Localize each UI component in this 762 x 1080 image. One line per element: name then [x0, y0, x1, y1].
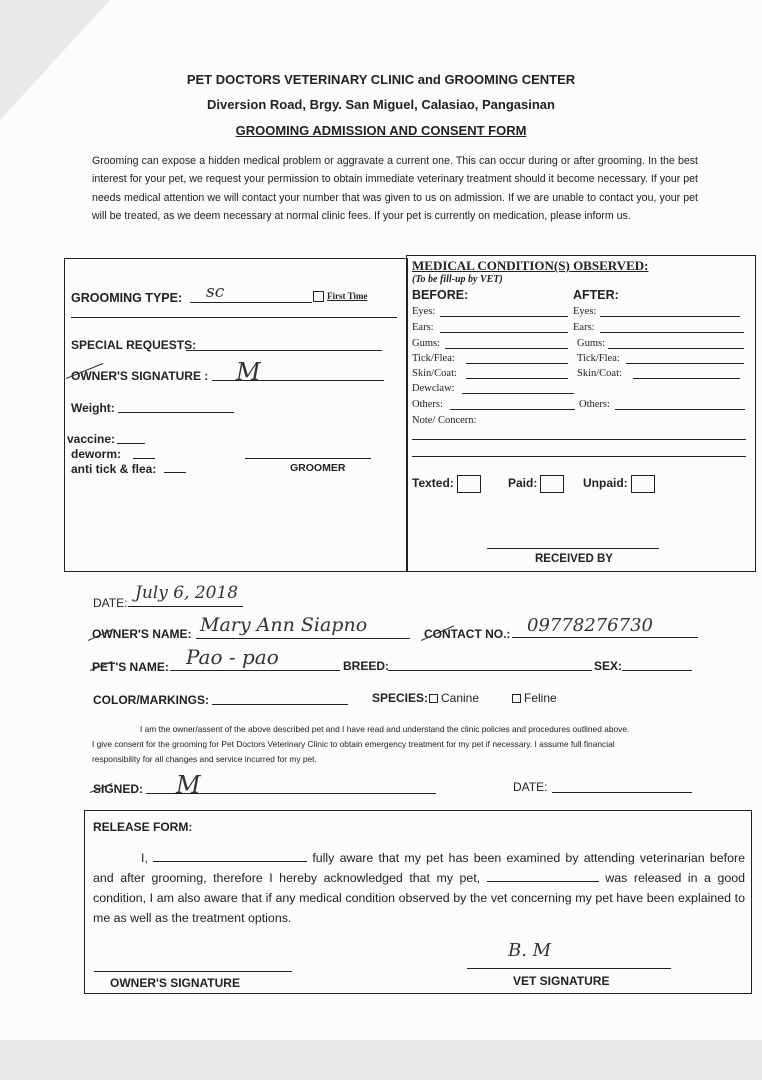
- received-by-line[interactable]: [487, 548, 659, 549]
- before-skin-line[interactable]: [466, 378, 568, 379]
- date-label: DATE:: [93, 596, 128, 610]
- date-line[interactable]: [128, 606, 243, 607]
- weight-line[interactable]: [118, 412, 234, 413]
- vaccine-label: vaccine:: [67, 432, 116, 446]
- received-by-label: RECEIVED BY: [535, 553, 613, 565]
- unpaid-checkbox[interactable]: [631, 475, 655, 493]
- after-tick-line[interactable]: [626, 363, 744, 364]
- owner-name-value: Mary Ann Siapno: [200, 614, 368, 636]
- species-label: SPECIES:: [372, 691, 429, 705]
- intro-paragraph: Grooming can expose a hidden medical problem or aggravate a current one. This can occur during or after grooming. In the best interest for your pet, we request your permission to obtain immediate veterinary treatment should it become necessary. If your pet needs medical attention we will contact your number that was given to us on admission. If we are unable to contact you, your pet will be treated, as we deem necessary at normal clinic fees. If your pet is currently on medication, please inform us.: [92, 155, 698, 222]
- after-others: Others:: [579, 399, 610, 410]
- before-others: Others:: [412, 399, 443, 410]
- before-tick-line[interactable]: [466, 363, 568, 364]
- grooming-type-value: sc: [206, 282, 225, 302]
- consent-line-2: I give consent for the grooming for Pet Doctors Veterinary Clinic to obtain emergency treatment for my pet if necessary. I assume full financial: [92, 739, 615, 749]
- special-requests-line[interactable]: [186, 350, 382, 351]
- admission-panel: [64, 258, 408, 572]
- release-owner-signature-label: OWNER'S SIGNATURE: [110, 976, 240, 990]
- before-ears: Ears:: [412, 322, 434, 333]
- deworm-label: deworm:: [71, 447, 122, 461]
- after-skin: Skin/Coat:: [577, 368, 622, 379]
- before-eyes-line[interactable]: [440, 316, 568, 317]
- pet-name-label: PET'S NAME:: [92, 660, 169, 674]
- signed-mark: M: [176, 771, 201, 799]
- before-label: BEFORE:: [412, 288, 469, 302]
- first-time-option[interactable]: [313, 291, 367, 302]
- before-eyes: Eyes:: [412, 306, 436, 317]
- deworm-line[interactable]: [133, 458, 155, 459]
- contact-value: 09778276730: [527, 615, 653, 636]
- after-eyes-line[interactable]: [600, 316, 740, 317]
- clinic-address: Diversion Road, Brgy. San Miguel, Calasiao, Pangasinan: [207, 97, 555, 112]
- medical-title: MEDICAL CONDITION(S) OBSERVED:: [412, 258, 649, 273]
- owner-name-line[interactable]: [196, 638, 410, 639]
- paid-label: Paid:: [508, 476, 538, 491]
- before-dewclaw-line[interactable]: [462, 393, 574, 394]
- before-tick: Tick/Flea:: [412, 353, 455, 364]
- pet-name-line[interactable]: [170, 670, 340, 671]
- owner-name-label: OWNER'S NAME:: [92, 627, 192, 641]
- special-requests-label: SPECIAL REQUESTS:: [71, 338, 197, 352]
- canine-checkbox[interactable]: [429, 694, 438, 703]
- vet-signature-line[interactable]: [467, 968, 671, 969]
- paid-option[interactable]: [508, 475, 564, 493]
- consent-date-line[interactable]: [552, 792, 692, 793]
- canine-label: Canine: [441, 691, 480, 705]
- feline-checkbox[interactable]: [512, 694, 521, 703]
- release-text-part3: was released in a good condition, I am also aware that if any medical condition observed by the vet concerning my pet have been explained to me as well as the treatment options.: [93, 871, 746, 925]
- grooming-extra-line[interactable]: [71, 317, 397, 318]
- consent-date-label: DATE:: [513, 780, 548, 794]
- unpaid-option[interactable]: [583, 475, 655, 493]
- anti-tick-line[interactable]: [164, 472, 186, 473]
- after-skin-line[interactable]: [633, 378, 740, 379]
- after-ears-line[interactable]: [600, 332, 744, 333]
- before-ears-line[interactable]: [440, 332, 568, 333]
- note-line-2[interactable]: [412, 456, 746, 457]
- species-canine-option[interactable]: [429, 691, 479, 705]
- grooming-type-label: GROOMING TYPE:: [71, 291, 183, 305]
- groomer-signature-line[interactable]: [245, 458, 371, 459]
- date-value: July 6, 2018: [135, 583, 239, 603]
- color-markings-label: COLOR/MARKINGS:: [93, 693, 209, 707]
- note-concern: Note/ Concern:: [412, 415, 477, 426]
- pet-name-value: Pao - pao: [186, 645, 279, 669]
- before-dewclaw: Dewclaw:: [412, 383, 455, 394]
- release-owner-signature-line[interactable]: [94, 971, 292, 972]
- before-skin: Skin/Coat:: [412, 368, 457, 379]
- after-eyes: Eyes:: [573, 306, 597, 317]
- medical-panel: [406, 255, 756, 572]
- texted-checkbox[interactable]: [457, 475, 481, 493]
- clinic-name: PET DOCTORS VETERINARY CLINIC and GROOMING CENTER: [186, 72, 576, 87]
- release-owner-name-line[interactable]: [153, 849, 307, 862]
- breed-label: BREED:: [343, 659, 390, 673]
- note-line-1[interactable]: [412, 439, 746, 440]
- contact-label: CONTACT NO.:: [424, 627, 511, 641]
- unpaid-label: Unpaid:: [583, 476, 628, 491]
- before-gums-line[interactable]: [445, 348, 568, 349]
- paid-checkbox[interactable]: [540, 475, 564, 493]
- consent-line-1: I am the owner/assent of the above described pet and I have read and understand the clinic policies and procedures outlined above.: [140, 724, 630, 734]
- first-time-label: First Time: [327, 291, 368, 301]
- release-text-part1: I,: [141, 851, 148, 865]
- vaccine-line[interactable]: [117, 443, 145, 444]
- signed-label: SIGNED:: [93, 782, 144, 796]
- sex-label: SEX:: [594, 659, 623, 673]
- after-label: AFTER:: [573, 288, 619, 302]
- texted-label: Texted:: [412, 476, 454, 491]
- groomer-label: GROOMER: [290, 462, 346, 474]
- owner-signature-label: OWNER'S SIGNATURE :: [71, 369, 209, 383]
- first-time-checkbox[interactable]: [313, 291, 324, 302]
- vet-signature-mark: B. M: [508, 940, 552, 961]
- grooming-type-line[interactable]: [190, 302, 312, 303]
- before-gums: Gums:: [412, 338, 441, 349]
- owner-signature-mark: M: [236, 358, 261, 386]
- contact-line[interactable]: [512, 637, 698, 638]
- texted-option[interactable]: [412, 475, 481, 493]
- anti-tick-label: anti tick & flea:: [71, 462, 157, 476]
- after-ears: Ears:: [573, 322, 595, 333]
- release-form-title: RELEASE FORM:: [93, 820, 193, 834]
- consent-line-3: responsibility for all changes and service incurred for my pet.: [92, 754, 317, 764]
- medical-subtitle: (To be fill-up by VET): [412, 274, 503, 285]
- breed-line[interactable]: [388, 670, 592, 671]
- after-others-line[interactable]: [615, 409, 745, 410]
- color-markings-line[interactable]: [212, 704, 348, 705]
- form-title: GROOMING ADMISSION AND CONSENT FORM: [235, 123, 527, 138]
- after-gums: Gums:: [577, 338, 606, 349]
- release-paragraph: [93, 848, 745, 928]
- release-text-part2: fully aware that my pet has been examined by attending veterinarian before and after grooming, therefore I hereby acknowledged that my pet,: [93, 851, 745, 885]
- before-others-line[interactable]: [450, 409, 575, 410]
- after-gums-line[interactable]: [608, 348, 744, 349]
- release-pet-name-line[interactable]: [487, 869, 599, 882]
- vet-signature-label: VET SIGNATURE: [513, 974, 610, 988]
- feline-label: Feline: [524, 691, 557, 705]
- sex-line[interactable]: [622, 670, 692, 671]
- weight-label: Weight:: [71, 401, 115, 415]
- species-feline-option[interactable]: [512, 691, 557, 705]
- after-tick: Tick/Flea:: [577, 353, 620, 364]
